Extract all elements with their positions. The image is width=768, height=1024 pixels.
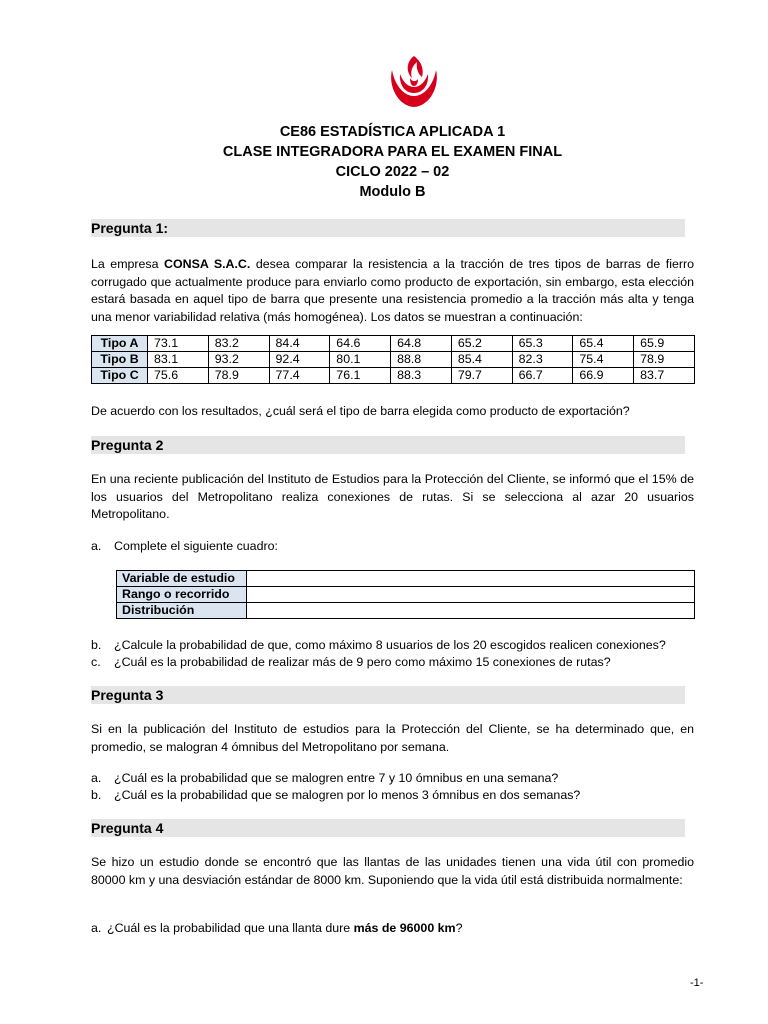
- question-1-intro-b: desea comparar la resistencia a la tracción de tres tipos de barras de fierro corrugado que actualmente produce para enviarlo como producto de exportación, sin embargo, esta elección estará basada en aquel tipo de barra que presente una resistencia promedio a la tracción más alta y tenga una menor variabilidad relativa (más homogénea). Los datos se muestran a continuación:: [91, 257, 694, 324]
- table-cell: 65.3: [512, 336, 573, 352]
- item-text: ¿Cuál es la probabilidad que se malogren entre 7 y 10 ómnibus en una semana?: [114, 771, 559, 785]
- document-header: [91, 122, 694, 202]
- course-title: CE86 ESTADÍSTICA APLICADA 1: [279, 124, 506, 140]
- question-3-item-b: [91, 787, 580, 804]
- distribution-answer-cell[interactable]: [247, 603, 695, 619]
- row-label: Tipo B: [92, 352, 148, 368]
- item-marker: a.: [91, 771, 102, 785]
- item-text: ¿Cuál es la probabilidad de realizar más de 9 pero como máximo 15 conexiones de rutas?: [114, 655, 611, 669]
- table-row: [117, 571, 695, 587]
- table-cell: 93.2: [208, 352, 269, 368]
- table-row: [117, 587, 695, 603]
- question-2-intro: En una reciente publicación del Instituto de Estudios para la Protección del Cliente, se informó que el 15% de los usuarios del Metropolitano realiza conexiones de rutas. Si se selecciona al azar 20 usuarios Metropolitano.: [91, 472, 694, 521]
- company-name: CONSA S.A.C.: [164, 257, 251, 271]
- item-text: ¿Calcule la probabilidad de que, como máximo 8 usuarios de los 20 escogidos realicen conexiones?: [114, 638, 666, 652]
- page-number: -1-: [690, 977, 704, 989]
- university-logo-icon: [386, 52, 442, 110]
- table-cell: 65.4: [573, 336, 634, 352]
- table-cell: 78.9: [634, 352, 695, 368]
- question-1-intro: [91, 256, 694, 326]
- question-1-heading: Pregunta 1:: [91, 219, 685, 237]
- variable-label: Variable de estudio: [117, 571, 247, 587]
- table-cell: 77.4: [269, 368, 330, 384]
- row-label: Tipo C: [92, 368, 148, 384]
- table-cell: 82.3: [512, 352, 573, 368]
- question-1-intro-a: La empresa: [91, 257, 165, 271]
- row-label: Tipo A: [92, 336, 148, 352]
- table-row: [92, 352, 695, 368]
- item-marker: b.: [91, 638, 102, 652]
- item-text: ¿Cuál es la probabilidad que se malogren por lo menos 3 ómnibus en dos semanas?: [114, 788, 581, 802]
- table-cell: 92.4: [269, 352, 330, 368]
- range-label: Rango o recorrido: [117, 587, 247, 603]
- table-cell: 76.1: [330, 368, 391, 384]
- module-label: Modulo B: [359, 184, 426, 200]
- distribution-table: [116, 570, 695, 619]
- table-cell: 78.9: [208, 368, 269, 384]
- table-row: [117, 603, 695, 619]
- item-marker: a.: [91, 539, 102, 553]
- question-4-heading: Pregunta 4: [91, 819, 685, 837]
- question-1-prompt: De acuerdo con los resultados, ¿cuál será el tipo de barra elegida como producto de exportación?: [91, 404, 630, 418]
- range-answer-cell[interactable]: [247, 587, 695, 603]
- table-cell: 83.7: [634, 368, 695, 384]
- table-cell: 65.9: [634, 336, 695, 352]
- distribution-label: Distribución: [117, 603, 247, 619]
- question-3-item-a: [91, 770, 558, 787]
- item-marker: a.: [91, 921, 102, 935]
- table-row: [92, 336, 695, 352]
- item-marker: c.: [91, 655, 101, 669]
- question-2-heading: Pregunta 2: [91, 436, 685, 454]
- item-text-post: ?: [455, 921, 463, 935]
- table-cell: 66.9: [573, 368, 634, 384]
- table-cell: 73.1: [148, 336, 209, 352]
- table-cell: 64.6: [330, 336, 391, 352]
- table-cell: 88.3: [391, 368, 452, 384]
- item-text-pre: ¿Cuál es la probabilidad que una llanta dure: [107, 921, 354, 935]
- cycle-label: CICLO 2022 – 02: [335, 164, 450, 180]
- table-cell: 64.8: [391, 336, 452, 352]
- question-2-item-b: [91, 637, 666, 654]
- table-cell: 84.4: [269, 336, 330, 352]
- question-4-intro: Se hizo un estudio donde se encontró que las llantas de las unidades tienen una vida útil con promedio 80000 km y una desviación estándar de 8000 km. Suponiendo que la vida útil está distribuida normalmente:: [91, 855, 694, 887]
- table-cell: 79.7: [451, 368, 512, 384]
- table-cell: 75.6: [148, 368, 209, 384]
- question-4-item-a: [91, 920, 462, 937]
- table-row: [92, 368, 695, 384]
- question-3-heading: Pregunta 3: [91, 686, 685, 704]
- question-2-item-c: [91, 654, 611, 671]
- question-3-intro: Si en la publicación del Instituto de estudios para la Protección del Cliente, se ha determinado que, en promedio, se malogran 4 ómnibus del Metropolitano por semana.: [91, 722, 694, 754]
- tensile-data-table: [91, 335, 695, 384]
- item-text-bold: más de 96000 km: [353, 921, 456, 935]
- item-marker: b.: [91, 788, 102, 802]
- table-cell: 85.4: [451, 352, 512, 368]
- question-2-item-a: [91, 538, 278, 555]
- variable-answer-cell[interactable]: [247, 571, 695, 587]
- table-cell: 80.1: [330, 352, 391, 368]
- item-text: Complete el siguiente cuadro:: [114, 539, 278, 553]
- table-cell: 75.4: [573, 352, 634, 368]
- table-cell: 66.7: [512, 368, 573, 384]
- table-cell: 65.2: [451, 336, 512, 352]
- table-cell: 88.8: [391, 352, 452, 368]
- table-cell: 83.1: [148, 352, 209, 368]
- table-cell: 83.2: [208, 336, 269, 352]
- exam-subtitle: CLASE INTEGRADORA PARA EL EXAMEN FINAL: [222, 144, 563, 160]
